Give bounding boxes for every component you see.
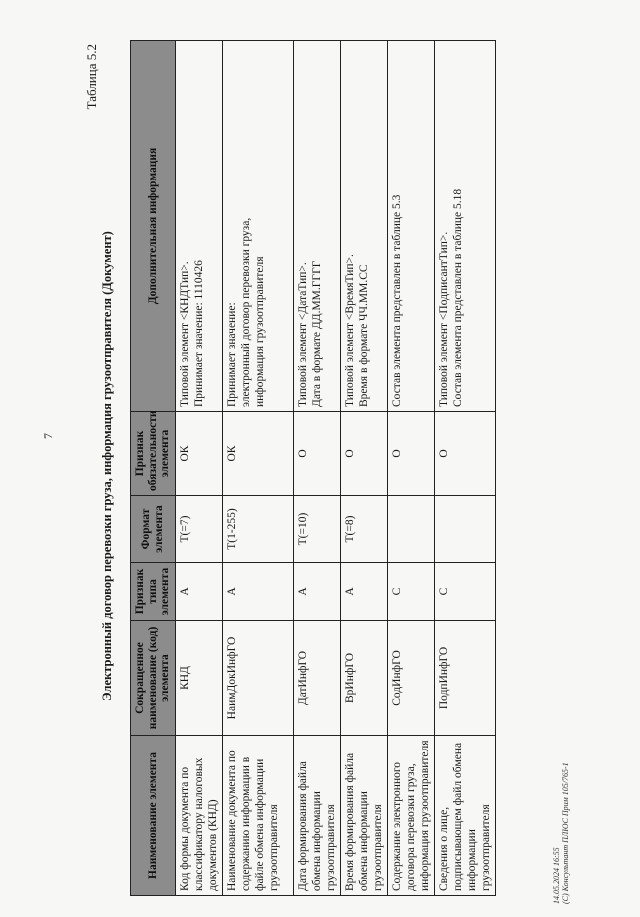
cell-info: Принимает значение: электронный договор перевозки груза, информация грузоотправителя <box>223 41 294 412</box>
cell-name: Сведения о лице, подписывающем файл обмена информации грузоотправителя <box>435 736 496 896</box>
elements-table <box>130 40 496 896</box>
cell-required: О <box>435 412 496 496</box>
cell-required: ОК <box>223 412 294 496</box>
table-row <box>435 41 496 896</box>
cell-code: ПодпИнфГО <box>435 621 496 736</box>
stamp-line: 14.05.2024 16:55 <box>552 847 561 904</box>
cell-name: Время формирования файла обмена информации грузоотправителя <box>341 736 388 896</box>
cell-required: О <box>341 412 388 496</box>
table-label: Таблица 5.2 <box>84 44 99 110</box>
header-format: Формат элемента <box>131 496 176 563</box>
cell-code: НаимДокИнфГО <box>223 621 294 736</box>
cell-info: Типовой элемент <ВремяТип>. Время в формате ЧЧ.ММ.СС <box>341 41 388 412</box>
cell-code: ВрИнфГО <box>341 621 388 736</box>
cell-info: Типовой элемент <КНДТип>. Принимает значение: 1110426 <box>176 41 223 412</box>
cell-type: С <box>435 563 496 621</box>
cell-name: Содержание электронного договора перевозки груза, информация грузоотправителя <box>388 736 435 896</box>
cell-format: T(=8) <box>341 496 388 563</box>
header-code: Сокращенное наименование (код) элемента <box>131 621 176 736</box>
cell-required: О <box>294 412 341 496</box>
cell-type: А <box>294 563 341 621</box>
print-stamp <box>552 762 570 904</box>
table-row <box>223 41 294 896</box>
rotated-content <box>84 36 571 904</box>
table-row <box>294 41 341 896</box>
cell-info: Типовой элемент <ДатаТип>. Дата в формате ДД.ММ.ГГГГ <box>294 41 341 412</box>
cell-info: Состав элемента представлен в таблице 5.3 <box>388 41 435 412</box>
cell-required: ОК <box>176 412 223 496</box>
cell-format: T(1-255) <box>223 496 294 563</box>
cell-type: А <box>223 563 294 621</box>
cell-format <box>388 496 435 563</box>
cell-required: О <box>388 412 435 496</box>
page-number: 7 <box>41 433 55 439</box>
cell-type: А <box>176 563 223 621</box>
header-required: Признак обязательности элемента <box>131 412 176 496</box>
table-title: Электронный договор перевозки груза, информация грузоотправителя (Документ) <box>100 231 114 701</box>
cell-code: СодИнфГО <box>388 621 435 736</box>
cell-code: ДатИнфГО <box>294 621 341 736</box>
table-row <box>341 41 388 896</box>
cell-format: T(=10) <box>294 496 341 563</box>
cell-name: Наименование документа по содержанию информации в файле обмена информации грузоотправителя <box>223 736 294 896</box>
table-header-row <box>131 41 176 896</box>
table-row <box>388 41 435 896</box>
cell-code: КНД <box>176 621 223 736</box>
header-type: Признак типа элемента <box>131 563 176 621</box>
cell-type: С <box>388 563 435 621</box>
cell-info: Типовой элемент <ПодписантТип>. Состав элемента представлен в таблице 5.18 <box>435 41 496 412</box>
cell-format: T(=7) <box>176 496 223 563</box>
cell-type: А <box>341 563 388 621</box>
header-info: Дополнительная информация <box>131 41 176 412</box>
cell-name: Дата формирования файла обмена информации грузоотправителя <box>294 736 341 896</box>
table-row <box>176 41 223 896</box>
cell-format <box>435 496 496 563</box>
cell-name: Код формы документа по классификатору налоговых документов (КНД) <box>176 736 223 896</box>
header-name: Наименование элемента <box>131 736 176 896</box>
stamp-line: (С) Консультант ПЛЮС Прим 105/765-1 <box>561 762 571 904</box>
